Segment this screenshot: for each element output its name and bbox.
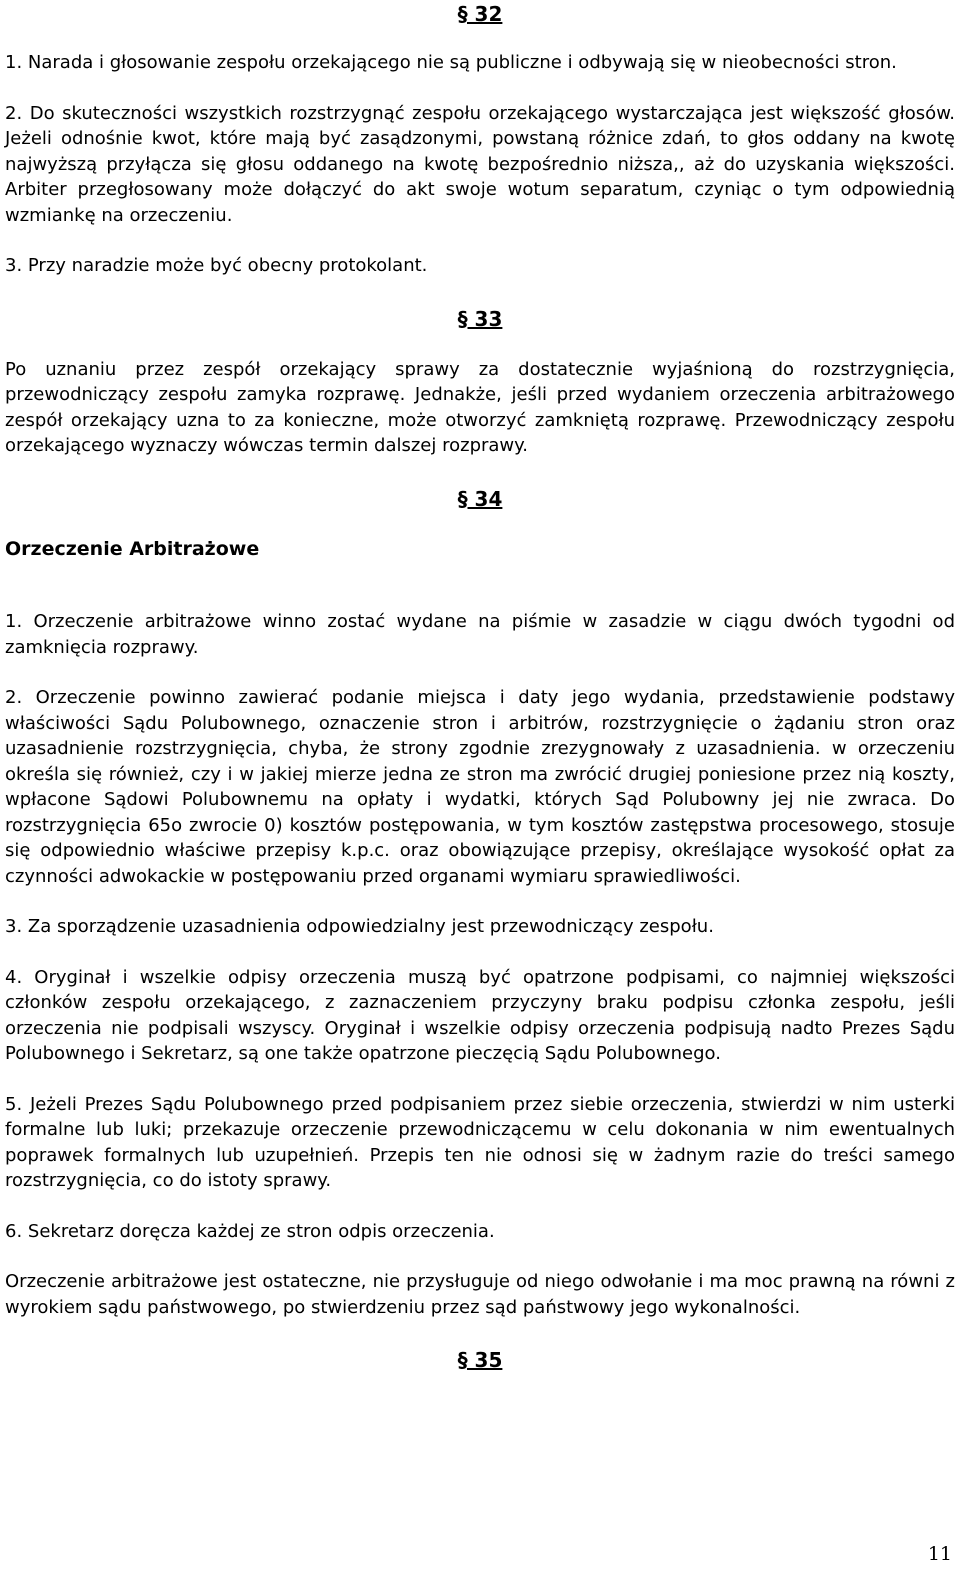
section-32-paragraph-3: 3. Przy naradzie może być obecny protokolant.: [5, 255, 428, 276]
section-34-label: § 34: [457, 486, 503, 511]
section-35-heading: [5, 1347, 955, 1373]
section-35-label: § 35: [457, 1348, 503, 1372]
section-33-paragraph: Po uznaniu przez zespół orzekający sprawy za dostatecznie wyjaśnioną do rozstrzygnięcia, przewodniczący zespołu zamyka rozprawę. Jednakże, jeśli przed wydaniem orzeczenia arbitrażowego zespół orzekający uzna to za konieczne, może otworzyć zamkniętą rozprawę. Przewodniczący zespołu orzekającego wyznaczy wówczas termin dalszej rozprawy.: [5, 358, 955, 456]
section-32-label: § 32: [457, 2, 503, 26]
section-34-paragraph-6: 6. Sekretarz doręcza każdej ze stron odpis orzeczenia.: [5, 1220, 495, 1242]
section-32-heading: [5, 1, 955, 27]
section-34-paragraph-5: 5. Jeżeli Prezes Sądu Polubownego przed podpisaniem przez siebie orzeczenia, stwierdzi w nim usterki formalne lub luki; przekazuje orzeczenie przewodniczącemu w celu dokonania w nim ewentualnych poprawek formalnych lub uzupełnień. Przepis ten nie odnosi się w żadnym razie do treści samego rozstrzygnięcia, co do istoty sprawy.: [5, 1093, 955, 1191]
section-34-paragraph-1: 1. Orzeczenie arbitrażowe winno zostać wydane na piśmie w zasadzie w ciągu dwóch tygodni od zamknięcia rozprawy.: [5, 611, 955, 658]
section-33-heading: [5, 306, 955, 332]
section-34-closing-paragraph: Orzeczenie arbitrażowe jest ostateczne, nie przysługuje od niego odwołanie i ma moc prawną na równi z wyrokiem sądu państwowego, po stwierdzeniu przez sąd państwowy jego wykonalności.: [5, 1271, 955, 1318]
section-34-heading: [5, 486, 955, 512]
section-32-paragraph-2: 2. Do skuteczności wszystkich rozstrzygnąć zespołu orzekającego wystarczająca jest większość głosów. Jeżeli odnośnie kwot, które mają być zasądzonymi, powstaną różnice zdań, to głos oddany na kwotę najwyższą przyłącza się głosu oddanego na kwotę bezpośrednio niższa,, aż do uzyskania większości. Arbiter przegłosowany może dołączyć do akt swoje wotum separatum, czyniąc o tym odpowiednią wzmiankę na orzeczeniu.: [5, 102, 955, 226]
orzeczenie-heading: Orzeczenie Arbitrażowe: [5, 537, 260, 560]
section-33-label: § 33: [457, 306, 503, 331]
page-number: 11: [927, 1543, 952, 1565]
section-34-paragraph-4: 4. Oryginał i wszelkie odpisy orzeczenia muszą być opatrzone podpisami, co najmniej większości członków zespołu orzekającego, z zaznaczeniem przyczyny braku podpisu członka zespołu, jeśli orzeczenia nie podpisali wszyscy. Oryginał i wszelkie odpisy orzeczenia podpisują nadto Prezes Sądu Polubownego i Sekretarz, są one także opatrzone pieczęcią Sądu Polubownego.: [5, 966, 955, 1064]
section-34-paragraph-3: 3. Za sporządzenie uzasadnienia odpowiedzialny jest przewodniczący zespołu.: [5, 916, 714, 937]
section-32-paragraph-1: 1. Narada i głosowanie zespołu orzekającego nie są publiczne i odbywają się w nieobecności stron.: [5, 52, 897, 73]
section-34-paragraph-2: 2. Orzeczenie powinno zawierać podanie miejsca i daty jego wydania, przedstawienie podstawy właściwości Sądu Polubownego, oznaczenie stron i arbitrów, rozstrzygnięcie o żądaniu stron oraz uzasadnienie rozstrzygnięcia, chyba, że strony zgodnie zrezygnowały z uzasadnienia. w orzeczeniu określa się również, czy i w jakiej mierze jedna ze stron ma zwrócić drugiej poniesione przez nią koszty, wpłacone Sądowi Polubownemu na opłaty i wydatki, których Sąd Polubowny jej nie zwraca. Do rozstrzygnięcia 65o zwrocie 0) kosztów postępowania, w tym kosztów zastępstwa procesowego, stosuje się odpowiednio właściwe przepisy k.p.c. oraz obowiązujące przepisy, określające wysokość opłat za czynności adwokackie w postępowaniu przed organami wymiaru sprawiedliwości.: [5, 687, 955, 887]
